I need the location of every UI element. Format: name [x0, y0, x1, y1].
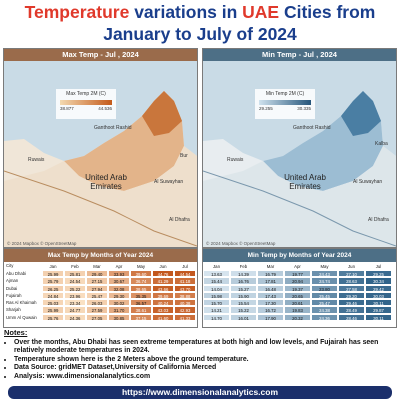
table-cell-value: 36.57: [130, 299, 152, 306]
table-cell-value: 20.32: [284, 314, 311, 321]
table-cell-value: 26.25: [42, 285, 64, 292]
month-column-header: Jan: [203, 262, 230, 270]
map-label-suwayhan: Al Suwayhan: [353, 179, 383, 185]
table-cell-value: 27.05: [86, 314, 108, 321]
table-cell-value: 41.18: [174, 277, 196, 284]
notes-list: [4, 339, 396, 382]
max-map-body[interactable]: [4, 61, 197, 247]
table-cell-value: 25.47: [86, 292, 108, 299]
table-cell-value: 19.37: [284, 285, 311, 292]
min-table-header: Min Temp by Months of Year 2024: [203, 249, 396, 262]
table-cell-value: 17.30: [257, 299, 284, 306]
table-cell-value: 41.60: [152, 314, 174, 321]
table-cell-value: 25.99: [42, 306, 64, 313]
table-cell-value: 16.79: [257, 270, 284, 277]
table-cell-value: 38.88: [174, 292, 196, 299]
title-highlight-temperature: Temperature: [24, 2, 130, 22]
max-table-header: Max Temp by Months of Year 2024: [4, 249, 197, 262]
max-map-copyright: © 2024 Mapbox © OpenStreetMap: [7, 241, 77, 246]
month-column-header: Apr: [284, 262, 311, 270]
min-table-columns: [203, 262, 396, 270]
map-label-uae: United Arab Emirates: [85, 173, 127, 191]
map-label-ruwais: Ruwais: [227, 157, 244, 163]
table-cell-value: 25.47: [311, 299, 338, 306]
table-cell-value: 20.65: [284, 292, 311, 299]
table-cell-value: 44.76: [152, 270, 174, 277]
title-text-2: Cities from January to July of 2024: [103, 2, 376, 44]
table-cell-city: Fujairah: [6, 292, 22, 298]
title-highlight-uae: UAE: [242, 2, 280, 22]
table-cell-value: 35.35: [130, 292, 152, 299]
max-legend-min: 38.877: [60, 106, 74, 111]
table-cell-value: 25.79: [42, 277, 64, 284]
table-cell-value: 29.42: [365, 285, 392, 292]
table-row: [4, 306, 197, 313]
table-cell-value: 24.74: [311, 277, 338, 284]
table-row: [4, 277, 197, 284]
month-column-header: Jan: [42, 262, 64, 270]
table-cell-value: 15.90: [230, 292, 257, 299]
table-cell-value: 36.74: [130, 277, 152, 284]
table-cell-value: 29.30: [108, 292, 130, 299]
table-cell-value: 27.94: [86, 285, 108, 292]
table-cell-value: 39.60: [130, 270, 152, 277]
table-cell-value: 42.93: [174, 306, 196, 313]
month-column-header: Mar: [257, 262, 284, 270]
max-legend-max: 44.536: [98, 106, 112, 111]
table-cell-value: 16.76: [230, 277, 257, 284]
table-row: [203, 270, 396, 277]
min-legend-title: Min Temp 2M (C): [265, 91, 305, 97]
table-cell-value: 17.90: [257, 314, 284, 321]
table-cell-value: 30.03: [365, 292, 392, 299]
table-cell-value: 30.85: [108, 314, 130, 321]
table-cell-value: 29.25: [365, 270, 392, 277]
table-cell-value: 30.11: [365, 299, 392, 306]
table-row: [4, 314, 197, 321]
page-title: [0, 0, 400, 46]
table-row: [203, 299, 396, 306]
map-label-bur: Bur: [180, 153, 188, 159]
table-cell-value: 25.76: [42, 314, 64, 321]
map-label-uae: United Arab Emirates: [284, 173, 326, 191]
table-cell-value: 25.22: [64, 285, 86, 292]
table-cell-value: 43.70: [174, 285, 196, 292]
city-column-header: City: [6, 263, 14, 268]
month-column-header: Jun: [152, 262, 174, 270]
table-cell-value: 24.38: [311, 306, 338, 313]
map-label-ruwais: Ruwais: [28, 157, 45, 163]
table-cell-value: 29.20: [338, 292, 365, 299]
table-cell-value: 37.15: [130, 314, 152, 321]
table-cell-value: 44.54: [174, 270, 196, 277]
table-row: [4, 299, 197, 306]
table-row: [203, 292, 396, 299]
table-cell-value: 26.03: [86, 299, 108, 306]
max-temp-map-panel: [3, 48, 198, 248]
table-cell-value: 25.99: [42, 270, 64, 277]
table-cell-value: 15.70: [203, 299, 230, 306]
map-label-dhafra: Al Dhafra: [169, 217, 190, 223]
table-cell-value: 20.94: [284, 277, 311, 284]
month-column-header: May: [130, 262, 152, 270]
table-cell-value: 33.93: [108, 270, 130, 277]
table-cell-value: 28.49: [338, 306, 365, 313]
month-column-header: Jul: [365, 262, 392, 270]
max-map-header: Max Temp - Jul , 2024: [4, 49, 197, 61]
table-cell-value: 24.84: [42, 292, 64, 299]
max-legend-gradient: [60, 100, 112, 105]
table-row: [4, 292, 197, 299]
table-cell-city: Umm Al Quwain: [6, 314, 37, 320]
table-cell-value: 39.69: [152, 292, 174, 299]
table-cell-value: 15.44: [203, 277, 230, 284]
table-cell-value: 16.72: [257, 306, 284, 313]
table-cell-value: 24.36: [311, 314, 338, 321]
table-cell-value: 16.48: [257, 285, 284, 292]
table-cell-value: 24.36: [64, 314, 86, 321]
table-cell-value: 14.70: [203, 314, 230, 321]
note-item: • Data Source: gridMET Dataset,University of California Merced: [14, 364, 396, 373]
max-legend: [56, 89, 116, 119]
table-cell-value: 40.24: [152, 299, 174, 306]
max-table-body: [4, 270, 197, 321]
month-column-header: Apr: [108, 262, 130, 270]
max-table-columns: [4, 262, 197, 270]
footer-url-banner[interactable]: https://www.dimensionalanalytics.com: [8, 386, 392, 399]
min-temp-table: [202, 248, 397, 328]
table-cell-value: 29.87: [365, 306, 392, 313]
table-row: [203, 306, 396, 313]
table-cell-value: 13.63: [203, 270, 230, 277]
table-cell-value: 14.04: [203, 285, 230, 292]
month-column-header: Jul: [174, 262, 196, 270]
title-text-1: variations in: [129, 2, 243, 22]
table-cell-value: 19.77: [284, 270, 311, 277]
table-cell-value: 30.02: [108, 299, 130, 306]
table-cell-city: Dubai: [6, 285, 18, 291]
min-temp-map-panel: [202, 48, 397, 248]
table-cell-value: 24.54: [64, 277, 86, 284]
note-item: • Over the months, Abu Dhabi has seen extreme temperatures at both high and low levels, and Fujairah has seen relatively moderate temperatures in 2024.: [14, 339, 396, 356]
table-cell-city: Sharjah: [6, 307, 21, 313]
table-row: [4, 285, 197, 292]
table-row: [4, 270, 197, 277]
table-cell-value: 29.46: [338, 299, 365, 306]
table-cell-value: 41.29: [152, 277, 174, 284]
max-legend-title: Max Temp 2M (C): [66, 91, 106, 97]
table-cell-value: 17.43: [257, 292, 284, 299]
table-cell-value: 38.61: [130, 306, 152, 313]
table-cell-value: 40.38: [174, 299, 196, 306]
map-label-gantoot: Ganthoot Rashid: [293, 125, 331, 131]
table-cell-value: 38.65: [130, 285, 152, 292]
table-cell-value: 27.59: [86, 306, 108, 313]
map-label-gantoot: Ganthoot Rashid: [94, 125, 132, 131]
min-table-body: [203, 270, 396, 321]
table-cell-city: Abu Dhabi: [6, 271, 27, 276]
map-label-kalba: Kalba: [375, 141, 388, 147]
table-cell-value: 17.81: [257, 277, 284, 284]
table-cell-value: 24.77: [64, 306, 86, 313]
table-cell-value: 15.54: [230, 299, 257, 306]
min-map-body[interactable]: [203, 61, 396, 247]
month-column-header: Mar: [86, 262, 108, 270]
table-cell-value: 25.03: [42, 299, 64, 306]
min-legend-min: 29.255: [259, 106, 273, 111]
table-cell-value: 15.22: [230, 306, 257, 313]
table-cell-city: Ajman: [6, 278, 19, 284]
table-cell-value: 23.80: [311, 285, 338, 292]
month-column-header: Jun: [338, 262, 365, 270]
table-cell-value: 31.70: [108, 306, 130, 313]
table-cell-value: 28.63: [338, 277, 365, 284]
table-cell-value: 41.33: [174, 314, 196, 321]
min-map-header: Min Temp - Jul , 2024: [203, 49, 396, 61]
table-cell-value: 27.10: [338, 270, 365, 277]
table-cell-value: 24.43: [311, 270, 338, 277]
table-row: [203, 314, 396, 321]
min-legend: [255, 89, 315, 119]
table-cell-value: 23.96: [64, 292, 86, 299]
table-cell-value: 16.01: [230, 314, 257, 321]
table-cell-value: 30.11: [365, 314, 392, 321]
note-item: • Temperature shown here is the 2 Meters above the ground temperature.: [14, 356, 396, 365]
month-column-header: Feb: [64, 262, 86, 270]
table-cell-value: 23.34: [64, 299, 86, 306]
map-label-suwayhan: Al Suwayhan: [154, 179, 184, 185]
min-legend-max: 30.335: [297, 106, 311, 111]
table-cell-value: 25.81: [64, 270, 86, 277]
table-cell-value: 32.08: [108, 285, 130, 292]
table-cell-value: 14.39: [230, 270, 257, 277]
table-cell-value: 14.21: [203, 306, 230, 313]
table-cell-value: 15.27: [230, 285, 257, 292]
table-cell-value: 19.83: [284, 306, 311, 313]
table-cell-value: 30.67: [108, 277, 130, 284]
map-label-dhafra: Al Dhafra: [368, 217, 389, 223]
table-cell-value: 43.03: [152, 306, 174, 313]
max-temp-table: [3, 248, 198, 328]
min-map-copyright: © 2024 Mapbox © OpenStreetMap: [206, 241, 276, 246]
table-cell-value: 28.46: [338, 314, 365, 321]
table-cell-value: 15.98: [203, 292, 230, 299]
notes-title: Notes:: [4, 328, 28, 337]
table-cell-value: 30.34: [365, 277, 392, 284]
table-cell-value: 20.61: [284, 299, 311, 306]
table-row: [203, 277, 396, 284]
table-cell-value: 27.58: [338, 285, 365, 292]
table-cell-value: 27.15: [86, 277, 108, 284]
table-cell-value: 43.66: [152, 285, 174, 292]
table-cell-city: Ras Al Khaimah: [6, 300, 37, 306]
notes-section: [4, 329, 396, 382]
table-cell-value: 25.45: [311, 292, 338, 299]
note-item[interactable]: • Analysis: www.dimensionalanalytics.com: [14, 373, 396, 382]
month-column-header: Feb: [230, 262, 257, 270]
table-row: [203, 285, 396, 292]
month-column-header: May: [311, 262, 338, 270]
table-cell-value: 29.40: [86, 270, 108, 277]
min-legend-gradient: [259, 100, 311, 105]
